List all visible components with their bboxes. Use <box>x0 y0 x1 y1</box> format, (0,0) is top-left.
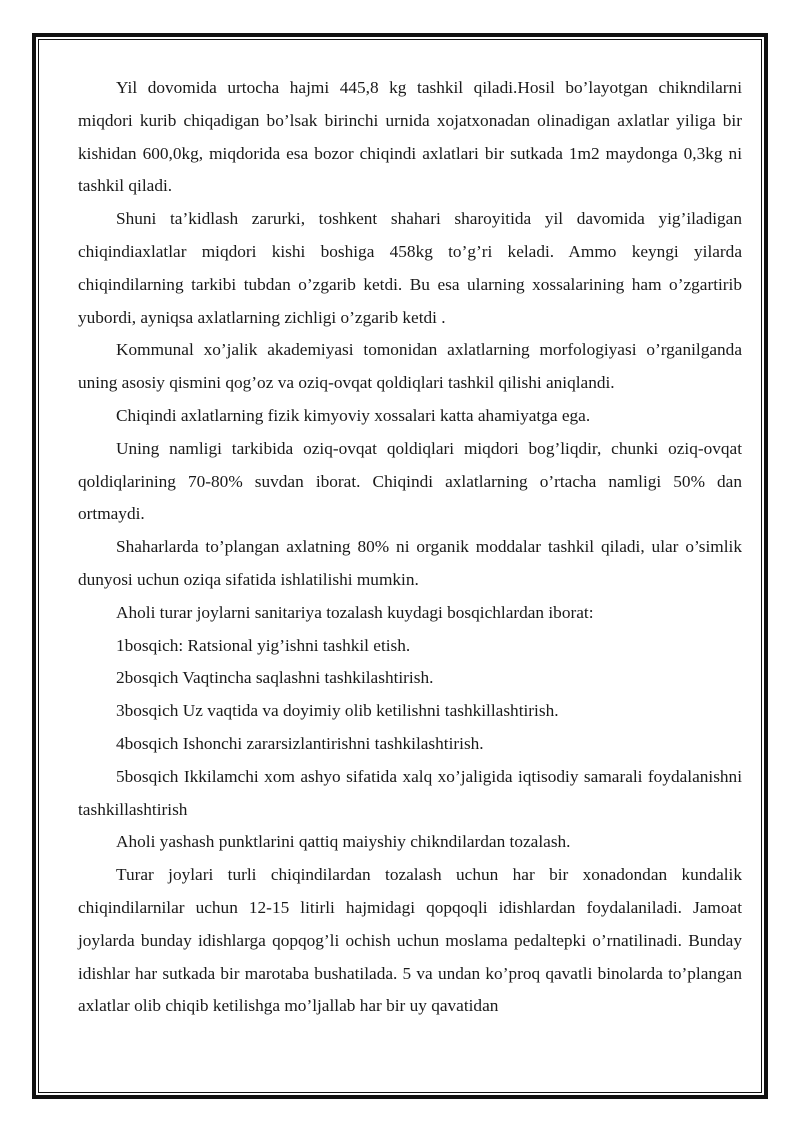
list-item-stage-3: 3bosqich Uz vaqtida va doyimiy olib ketilishni tashkillashtirish. <box>116 701 559 721</box>
paragraph: Aholi yashash punktlarini qattiq maiyshiy chikndilardan tozalash. <box>116 832 571 852</box>
paragraph: Yil dovomida urtocha hajmi 445,8 kg tashkil qiladi.Hosil bo’layotgan chikndilarni miqdori kurib chiqadigan bo’lsak birinchi urnida xojatxonadan olinadigan axlatlar yiliga bir kishidan 600,0kg, miqdorida esa bozor chiqindi axlatlari bir sutkada 1m2 maydonga 0,3kg ni tashkil qiladi. <box>78 78 742 196</box>
paragraph: Aholi turar joylarni sanitariya tozalash kuydagi bosqichlardan iborat: <box>116 602 594 622</box>
paragraph: Shaharlarda to’plangan axlatning 80% ni organik moddalar tashkil qiladi, ular o’simlik dunyosi uchun oziqa sifatida ishlatilishi mumkin. <box>78 537 742 589</box>
paragraph: Turar joylari turli chiqindilardan tozalash uchun har bir xonadondan kundalik chiqindilarnilar uchun 12-15 litirli hajmidagi qopqoqli idishlardan foydalaniladi. Jamoat joylarda bunday idishlarga qopqog’li ochish uchun moslama pedaltepki o’rnatilinadi. Bunday idishlar har sutkada bir marotaba bushatilada. 5 va undan ko’proq qavatli binolarda to’plangan axlatlar olib chiqib ketilishga mo’ljallab har bir uy qavatidan <box>78 865 742 1016</box>
list-item-stage-1: 1bosqich: Ratsional yig’ishni tashkil etish. <box>116 635 411 655</box>
list-item-stage-5: 5bosqich Ikkilamchi xom ashyo sifatida xalq xo’jaligida iqtisodiy samarali foydalanishni tashkillashtirish <box>78 766 742 819</box>
paragraph: Uning namligi tarkibida oziq-ovqat qoldiqlari miqdori bog’liqdir, chunki oziq-ovqat qoldiqlarining 70-80% suvdan iborat. Chiqindi axlatlarning o’rtacha namligi 50% dan ortmaydi. <box>78 438 742 524</box>
paragraph: Shuni ta’kidlash zarurki, toshkent shahari sharoyitida yil davomida yig’iladigan chiqindiaxlatlar miqdori kishi boshiga 458kg to’g’ri keladi. Ammo keyngi yilarda chiqindilarning tarkibi tubdan o’zgarib ketdi. Bu esa ularning xossalarining ham o’zgartirib yubordi, ayniqsa axlatlarning zichligi o’zgarib ketdi . <box>78 209 742 327</box>
paragraph: Kommunal xo’jalik akademiyasi tomonidan axlatlarning morfologiyasi o’rganilganda uning asosiy qismini qog’oz va oziq-ovqat qoldiqlari tashkil qilishi aniqlandi. <box>78 340 742 393</box>
document-body <box>78 72 742 1023</box>
paragraph: Chiqindi axlatlarning fizik kimyoviy xossalari katta ahamiyatga ega. <box>116 405 591 425</box>
list-item-stage-4: 4bosqich Ishonchi zararsizlantirishni tashkilashtirish. <box>116 733 484 753</box>
list-item-stage-2: 2bosqich Vaqtincha saqlashni tashkilashtirish. <box>116 668 434 688</box>
